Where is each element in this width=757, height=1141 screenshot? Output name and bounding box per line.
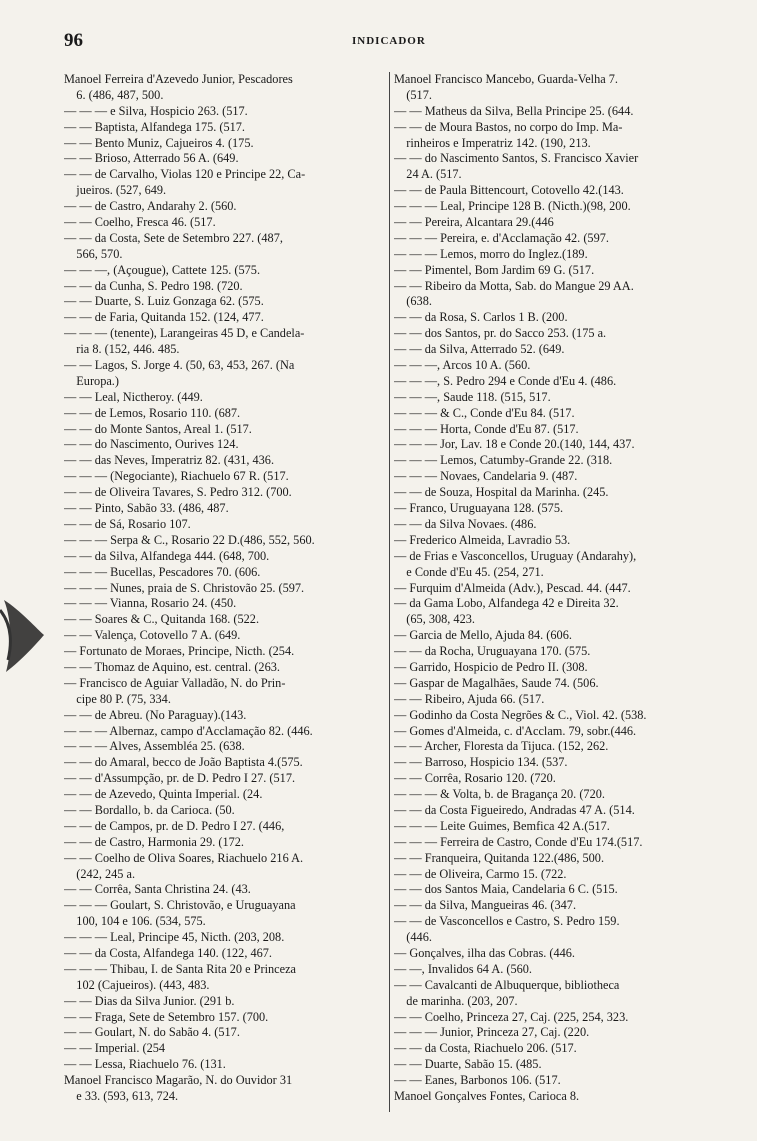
index-entry-line: — — Barroso, Hospicio 134. (537. [394,755,568,770]
index-entry-line: — — Duarte, S. Luiz Gonzaga 62. (575. [64,294,264,309]
index-entry-line: — — da Silva Novaes. (486. [394,516,537,531]
index-entry-line: (446. [394,930,432,945]
index-entry-line: — Frederico Almeida, Lavradio 53. [394,532,571,547]
index-entry-line: Manoel Ferreira d'Azevedo Junior, Pescadores [64,72,293,86]
index-entry-line: — — — & C., Conde d'Eu 84. (517. [394,405,575,420]
index-entry-line: — — Corrêa, Santa Christina 24. (43. [64,882,251,897]
index-entry-line: — — Pinto, Sabão 33. (486, 487. [64,501,229,516]
index-entry-line: rinheiros e Imperatriz 142. (190, 213. [394,135,591,150]
index-entry-line: — — — & Volta, b. de Bragança 20. (720. [394,787,605,802]
column-divider [389,72,390,1112]
index-entry-line: — Francisco de Aguiar Valladão, N. do Prin- [64,675,286,690]
index-entry-line: — — — Albernaz, campo d'Acclamação 82. (446. [64,723,313,738]
index-entry-line: — — Coelho, Princeza 27, Caj. (225, 254, 323. [394,1009,629,1024]
index-entry-line: 24 A. (517. [394,167,462,182]
index-entry-line: — — Corrêa, Rosario 120. (720. [394,771,556,786]
index-entry-line: (65, 308, 423. [394,612,475,627]
index-entry-line: — — Ribeiro da Motta, Sab. do Mangue 29 AA. [394,278,634,293]
index-entry-line: — — da Rocha, Uruguayana 170. (575. [394,644,591,659]
index-entry-line: — — —, Arcos 10 A. (560. [394,358,531,373]
index-entry-line: — — de Paula Bittencourt, Cotovello 42.(143. [394,183,624,198]
index-entry-line: — — de Oliveira, Carmo 15. (722. [394,866,567,881]
index-entry-line: (517. [394,87,432,102]
index-entry-line: — — — (Negociante), Riachuelo 67 R. (517. [64,469,289,484]
index-entry-line: Manoel Francisco Magarão, N. do Ouvidor 31 [64,1073,293,1088]
index-entry-line: — — da Costa, Sete de Setembro 227. (487, [64,230,283,245]
page-number: 96 [64,30,83,51]
index-entry-line: — — Thomaz de Aquino, est. central. (263. [64,659,280,674]
index-entry-line: — — de Castro, Andarahy 2. (560. [64,199,237,214]
index-entry-line: — — Baptista, Alfandega 175. (517. [64,119,246,134]
index-entry-line: — — — Alves, Assembléa 25. (638. [64,739,245,754]
index-entry-line: (638. [394,294,432,309]
index-entry-line: — — Bordallo, b. da Carioca. (50. [64,802,235,817]
index-entry-line: — — da Silva, Atterrado 52. (649. [394,342,565,357]
index-entry-line: — — Pimentel, Bom Jardim 69 G. (517. [394,262,595,277]
page-header [0,30,757,52]
right-column [394,72,724,1105]
index-entry-line: — — — Lemos, Catumby-Grande 22. (318. [394,453,613,468]
index-entry-line: — — — Jor, Lav. 18 e Conde 20.(140, 144, 437. [394,437,635,452]
index-entry-line: — — de Oliveira Tavares, S. Pedro 312. (700. [64,485,292,500]
index-entry-line: — — — Bucellas, Pescadores 70. (606. [64,564,261,579]
index-entry-line: — — Ribeiro, Ajuda 66. (517. [394,691,545,706]
index-entry-line: — — Bento Muniz, Cajueiros 4. (175. [64,135,254,150]
index-entry-line: — — da Rosa, S. Carlos 1 B. (200. [394,310,568,325]
index-entry-line: 100, 104 e 106. (534, 575. [64,914,206,929]
index-entry-line: — Gomes d'Almeida, c. d'Acclam. 79, sobr.(446. [394,723,637,738]
index-entry-line: 102 (Cajueiros). (443, 483. [64,977,210,992]
index-entry-line: — — — Serpa & C., Rosario 22 D.(486, 552, 560. [64,532,315,547]
index-entry-line: — Gaspar de Magalhães, Saude 74. (506. [394,675,599,690]
index-entry-line: — — de Carvalho, Violas 120 e Principe 22, Ca- [64,167,306,182]
index-entry-line: — — Goulart, N. do Sabão 4. (517. [64,1025,240,1040]
index-entry-line: — — de Sá, Rosario 107. [64,516,191,531]
index-entry-line: — — do Amaral, becco de João Baptista 4.(575. [64,755,303,770]
running-title: INDICADOR [352,35,426,47]
index-entry-line: Manoel Francisco Mancebo, Guarda-Velha 7. [394,72,618,86]
index-entry-line: — — Lagos, S. Jorge 4. (50, 63, 453, 267. (Na [64,358,295,373]
index-entry-line: — — Imperial. (254 [64,1041,166,1056]
index-entry-line: e Conde d'Eu 45. (254, 271. [394,564,544,579]
binding-shadow-mark [0,580,48,690]
index-entry-line: Europa.) [64,373,119,388]
index-entry-line: ria 8. (152, 446. 485. [64,342,180,357]
index-entry-line: — — — Goulart, S. Christovão, e Uruguayana [64,898,296,913]
left-column [64,72,387,1105]
index-entry-line: — — — Novaes, Candelaria 9. (487. [394,469,578,484]
index-entry-line: (242, 245 a. [64,866,136,881]
index-entry-line: — — — Horta, Conde d'Eu 87. (517. [394,421,579,436]
index-entry-line: — — — Leal, Principe 45, Nicth. (203, 208. [64,930,285,945]
index-entry-line: — — — (tenente), Larangeiras 45 D, e Candela- [64,326,305,341]
index-entry-line: — — — Ferreira de Castro, Conde d'Eu 174.(517. [394,834,643,849]
index-entry-line: — Gonçalves, ilha das Cobras. (446. [394,945,576,960]
index-entry-line: — — da Cunha, S. Pedro 198. (720. [64,278,243,293]
index-entry-line: — — de Moura Bastos, no corpo do Imp. Ma- [394,119,623,134]
index-entry-line: — — Lessa, Riachuelo 76. (131. [64,1057,226,1072]
index-entry-line: jueiros. (527, 649. [64,183,167,198]
index-entry-line: — — Coelho, Fresca 46. (517. [64,215,216,230]
index-entry-line: — — Archer, Floresta da Tijuca. (152, 262. [394,739,609,754]
index-entry-line: — — do Nascimento Santos, S. Francisco Xavier [394,151,639,166]
index-entry-line: e 33. (593, 613, 724. [64,1089,179,1103]
index-entry-line: — Fortunato de Moraes, Principe, Nicth. (254. [64,644,295,659]
index-entry-line: 566, 570. [64,246,123,261]
index-entry-line: — Garcia de Mello, Ajuda 84. (606. [394,628,572,643]
index-entry-line: — — da Costa Figueiredo, Andradas 47 A. (514. [394,802,635,817]
index-entry-line: — — de Souza, Hospital da Marinha. (245. [394,485,609,500]
index-entry-line: — — Soares & C., Quitanda 168. (522. [64,612,260,627]
index-entry-line: — — Leal, Nictheroy. (449. [64,389,203,404]
index-entry-line: — — — e Silva, Hospicio 263. (517. [64,103,248,118]
index-entry-line: — — —, S. Pedro 294 e Conde d'Eu 4. (486. [394,373,617,388]
index-entry-line: — — — Lemos, morro do Inglez.(189. [394,246,588,261]
index-entry-line: — — d'Assumpção, pr. de D. Pedro I 27. (517. [64,771,296,786]
index-entry-line: — — — Nunes, praia de S. Christovão 25. (597. [64,580,305,595]
index-entry-line: — —, Invalidos 64 A. (560. [394,961,532,976]
index-entry-line: — — Franqueira, Quitanda 122.(486, 500. [394,850,605,865]
index-entry-line: — — Matheus da Silva, Bella Principe 25. (644. [394,103,634,118]
index-entry-line: — — de Castro, Harmonia 29. (172. [64,834,244,849]
index-entry-line: — — de Azevedo, Quinta Imperial. (24. [64,787,263,802]
index-entry-line: — — da Silva, Alfandega 444. (648, 700. [64,548,270,563]
index-entry-line: — — Fraga, Sete de Setembro 157. (700. [64,1009,269,1024]
index-entry-line: — — Brioso, Atterrado 56 A. (649. [64,151,239,166]
index-entry-line: — — de Abreu. (No Paraguay).(143. [64,707,247,722]
index-entry-line: cipe 80 P. (75, 334. [64,691,171,706]
index-entry-line: — — —, Saude 118. (515, 517. [394,389,551,404]
index-entry-line: — — — Junior, Princeza 27, Caj. (220. [394,1025,590,1040]
index-entry-line: — da Gama Lobo, Alfandega 42 e Direita 32. [394,596,619,611]
index-entry-line: — — Eanes, Barbonos 106. (517. [394,1073,561,1088]
index-entry-line: — — Valença, Cotovello 7 A. (649. [64,628,241,643]
index-entry-line: — — da Costa, Riachuelo 206. (517. [394,1041,577,1056]
index-entry-line: — — — Vianna, Rosario 24. (450. [64,596,237,611]
index-entry-line: — — do Nascimento, Ourives 124. [64,437,239,452]
index-entry-line: — — — Pereira, e. d'Acclamação 42. (597. [394,230,609,245]
index-entry-line: — — de Lemos, Rosario 110. (687. [64,405,241,420]
index-entry-line: — — do Monte Santos, Areal 1. (517. [64,421,252,436]
index-entry-line: — Franco, Uruguayana 128. (575. [394,501,564,516]
index-entry-line: — Garrido, Hospicio de Pedro II. (308. [394,659,588,674]
index-entry-line: — Furquim d'Almeida (Adv.), Pescad. 44. (447. [394,580,631,595]
index-entry-line: — — — Thibau, I. de Santa Rita 20 e Princeza [64,961,296,976]
index-entry-line: de marinha. (203, 207. [394,993,518,1008]
index-entry-line: Manoel Gonçalves Fontes, Carioca 8. [394,1089,580,1103]
index-entry-line: — Godinho da Costa Negrões & C., Viol. 42. (538. [394,707,647,722]
index-entry-line: 6. (486, 487, 500. [64,87,164,102]
index-entry-line: — — de Vasconcellos e Castro, S. Pedro 159. [394,914,620,929]
index-entry-line: — — —, (Açougue), Cattete 125. (575. [64,262,261,277]
index-entry-line: — — Coelho de Oliva Soares, Riachuelo 216 A. [64,850,304,865]
index-entry-line: — — da Silva, Mangueiras 46. (347. [394,898,577,913]
index-entry-line: — de Frias e Vasconcellos, Uruguay (Andarahy), [394,548,637,563]
index-entry-line: — — de Faria, Quitanda 152. (124, 477. [64,310,264,325]
index-entry-line: — — — Leal, Principe 128 B. (Nicth.)(98, 200. [394,199,631,214]
index-entry-line: — — Duarte, Sabão 15. (485. [394,1057,542,1072]
index-entry-line: — — da Costa, Alfandega 140. (122, 467. [64,945,272,960]
index-entry-line: — — dos Santos, pr. do Sacco 253. (175 a. [394,326,607,341]
index-entry-line: — — Cavalcanti de Albuquerque, bibliotheca [394,977,620,992]
index-entry-line: — — de Campos, pr. de D. Pedro I 27. (446, [64,818,285,833]
index-entry-line: — — das Neves, Imperatriz 82. (431, 436. [64,453,275,468]
index-entry-line: — — dos Santos Maia, Candelaria 6 C. (515. [394,882,618,897]
index-entry-line: — — Pereira, Alcantara 29.(446 [394,215,554,230]
index-entry-line: — — Dias da Silva Junior. (291 b. [64,993,235,1008]
index-entry-line: — — — Leite Guimes, Bemfica 42 A.(517. [394,818,610,833]
